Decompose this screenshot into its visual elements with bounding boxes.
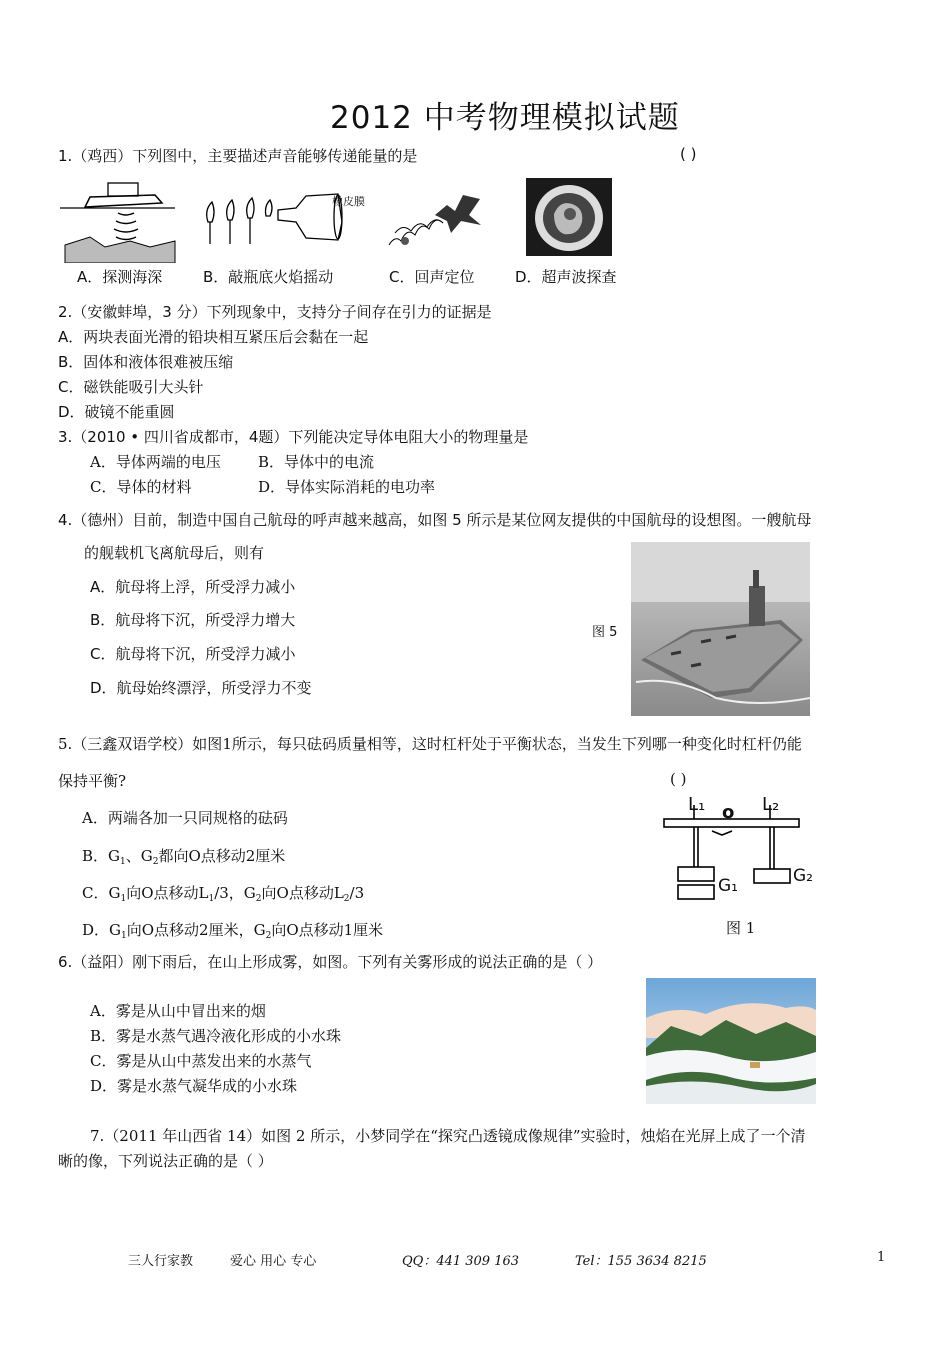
q5-option-d: D．$G_1$向O点移动2厘米，$G_2$向O点移动1厘米	[82, 921, 384, 941]
q6-stem: 6.（益阳）刚下雨后，在山上形成雾，如图。下列有关雾形成的说法正确的是（ ）	[58, 953, 603, 971]
lever-label-l2: L₂	[762, 794, 780, 815]
q5-option-c: C．$G_1$向O点移动$L_1/3$，$G_2$向O点移动$L_2/3$	[82, 884, 365, 904]
q7-stem-line2: 晰的像，下列说法正确的是（ ）	[58, 1152, 273, 1170]
mountain-fog-image	[646, 978, 816, 1104]
q5-option-a: A．两端各加一只同规格的砝码	[82, 809, 288, 827]
q2-stem: 2.（安徽蚌埠，3 分）下列现象中，支持分子间存在引力的证据是	[58, 303, 492, 321]
q6-option-b: B．雾是水蒸气遇冷液化形成的小水珠	[90, 1027, 342, 1045]
q3-option-b: B．导体中的电流	[258, 453, 375, 471]
q5-answer-bracket: ( )	[670, 770, 687, 788]
q2-option-b: B．固体和液体很难被压缩	[58, 353, 234, 371]
q1-option-b: B．敲瓶底火焰摇动	[203, 268, 334, 286]
lever-label-g2: G₂	[793, 866, 813, 886]
q6-option-c: C．雾是从山中蒸发出来的水蒸气	[90, 1052, 312, 1070]
q4-option-c: C．航母将下沉，所受浮力减小	[90, 645, 296, 663]
footer-page-number: 1	[877, 1250, 886, 1265]
q4-option-b: B．航母将下沉，所受浮力增大	[90, 611, 296, 629]
lever-label-g1: G₁	[718, 876, 738, 896]
footer-qq: QQ：441 309 163	[402, 1254, 520, 1269]
q2-option-d: D．破镜不能重圆	[58, 403, 175, 421]
q7-stem-line1: 7.（2011 年山西省 14）如图 2 所示，小梦同学在“探究凸透镜成像规律”实验时，烛焰在光屏上成了一个清	[90, 1127, 806, 1145]
footer-motto: 爱心 用心 专心	[230, 1254, 317, 1269]
lever-label-o: o	[722, 802, 735, 823]
q6-option-d: D．雾是水蒸气凝华成的小水珠	[90, 1077, 298, 1095]
q4-option-a: A．航母将上浮，所受浮力减小	[90, 578, 296, 596]
aircraft-carrier-image	[631, 542, 810, 716]
q3-option-a: A．导体两端的电压	[90, 453, 221, 471]
q1-option-c: C．回声定位	[389, 268, 475, 286]
q3-option-c: C．导体的材料	[90, 478, 192, 496]
q5-stem-line1: 5.（三鑫双语学校）如图1所示，每只砝码质量相等，这时杠杆处于平衡状态，当发生下列哪一种变化时杠杆仍能	[58, 735, 802, 753]
q1-answer-bracket: ( )	[680, 145, 697, 163]
q5-figure-label: 图 1	[726, 919, 756, 937]
q4-option-d: D．航母始终漂浮，所受浮力不变	[90, 679, 312, 697]
footer-tel: Tel：155 3634 8215	[575, 1254, 707, 1269]
q1-option-a: A．探测海深	[77, 268, 163, 286]
q5-option-b: B．$G_1$、$G_2$都向O点移动2厘米	[82, 847, 286, 867]
page-title: 2012 中考物理模拟试题	[330, 100, 680, 136]
q4-stem-line2: 的舰载机飞离航母后，则有	[84, 544, 265, 562]
q4-figure-label: 图 5	[592, 625, 618, 640]
q2-option-c: C．磁铁能吸引大头针	[58, 378, 204, 396]
membrane-label: 橡皮膜	[332, 195, 365, 208]
ultrasound-image	[526, 178, 612, 256]
bottle-flame-image	[198, 182, 348, 254]
q2-option-a: A．两块表面光滑的铅块相互紧压后会黏在一起	[58, 328, 369, 346]
footer-org: 三人行家教	[128, 1254, 194, 1269]
q5-stem-line2: 保持平衡?	[58, 772, 127, 790]
q3-option-d: D．导体实际消耗的电功率	[258, 478, 436, 496]
q3-stem: 3.（2010 • 四川省成都市，4题）下列能决定导体电阻大小的物理量是	[58, 428, 529, 446]
q1-option-d: D．超声波探查	[515, 268, 617, 286]
lever-label-l1: L₁	[688, 794, 706, 815]
q1-stem: 1.（鸡西）下列图中，主要描述声音能够传递能量的是	[58, 147, 418, 165]
q6-option-a: A．雾是从山中冒出来的烟	[90, 1002, 266, 1020]
boat-sonar-image	[60, 175, 180, 263]
bat-echolocation-image	[385, 185, 490, 255]
q4-stem-line1: 4.（德州）目前，制造中国自己航母的呼声越来越高，如图 5 所示是某位网友提供的中国航母的设想图。一艘航母	[58, 511, 812, 529]
